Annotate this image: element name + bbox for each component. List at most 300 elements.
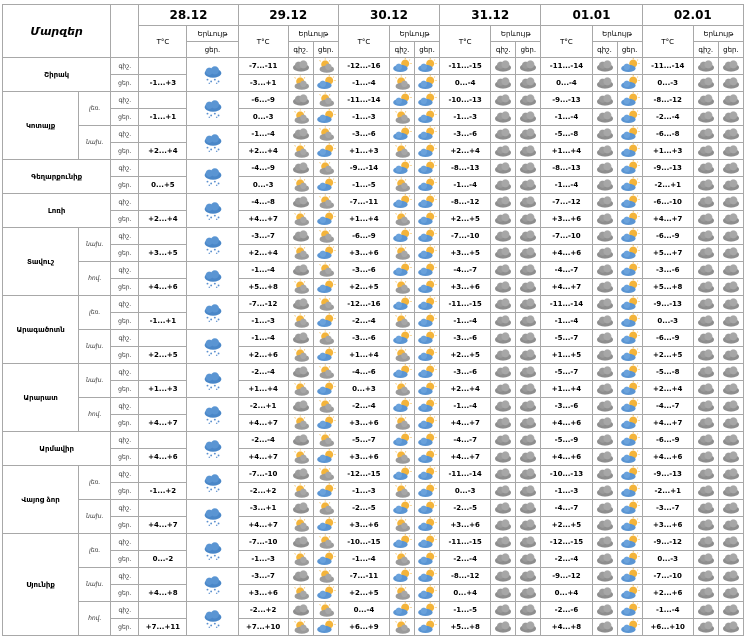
temp-value: +4...+6 — [642, 449, 693, 466]
cloud-icon — [718, 194, 743, 211]
temp-value: -11...-14 — [541, 58, 592, 75]
cloud-icon — [718, 432, 743, 449]
temp-value: -5...-7 — [541, 330, 592, 347]
snow-cloud-icon — [187, 194, 238, 228]
cloud-icon — [288, 262, 313, 279]
cloud-icon — [592, 194, 617, 211]
psun-icon — [313, 211, 338, 228]
psun-icon — [313, 585, 338, 602]
cloud-icon — [718, 381, 743, 398]
region-name: Կոտայք — [3, 92, 79, 160]
cloud-icon — [491, 160, 516, 177]
temp-value: +7...+10 — [238, 619, 288, 636]
csun-icon — [313, 126, 338, 143]
sub-area: նախ. — [79, 500, 111, 534]
csun-icon — [313, 296, 338, 313]
temp-value: -3...-6 — [338, 262, 389, 279]
psun-icon — [415, 126, 440, 143]
temp-value: +4...+8 — [541, 619, 592, 636]
temp-value: -3...-7 — [238, 228, 288, 245]
temp-value: +3...+6 — [338, 517, 389, 534]
temp-value: +4...+8 — [139, 585, 187, 602]
cloud-icon — [592, 245, 617, 262]
temp-value: -6...-9 — [338, 228, 389, 245]
cloud-icon — [491, 245, 516, 262]
cloud-icon — [516, 500, 541, 517]
cloud-icon — [491, 517, 516, 534]
temp-value: 0...-4 — [338, 602, 389, 619]
temp-value: 0...+4 — [440, 585, 491, 602]
temp-value: -4...-7 — [541, 500, 592, 517]
cloud-icon — [288, 194, 313, 211]
csun-icon — [288, 109, 313, 126]
psun-icon — [617, 177, 642, 194]
cloud-icon — [592, 228, 617, 245]
psun-icon — [313, 143, 338, 160]
psun-icon — [389, 432, 414, 449]
cloud-icon — [592, 211, 617, 228]
psun-icon — [313, 75, 338, 92]
cloud-icon — [693, 262, 718, 279]
temp-value: -10...-15 — [338, 534, 389, 551]
cloud-icon — [718, 109, 743, 126]
region-name: Սյունիք — [3, 534, 79, 636]
csun-icon — [389, 143, 414, 160]
cloud-icon — [592, 398, 617, 415]
night-label: գիշ. — [111, 568, 139, 585]
cloud-icon — [718, 330, 743, 347]
temp-value: -3...-7 — [238, 568, 288, 585]
psun-icon — [313, 347, 338, 364]
psun-icon — [415, 143, 440, 160]
cloud-icon — [516, 160, 541, 177]
csun-icon — [288, 551, 313, 568]
csun-icon — [288, 415, 313, 432]
temp-value: 0...-4 — [440, 75, 491, 92]
sub-area: հով. — [79, 262, 111, 296]
region-name: Լոռի — [3, 194, 111, 228]
cloud-icon — [693, 143, 718, 160]
cloud-icon — [718, 500, 743, 517]
cloud-icon — [718, 228, 743, 245]
table-row — [3, 262, 744, 279]
cloud-icon — [516, 262, 541, 279]
cloud-icon — [516, 58, 541, 75]
cloud-icon — [516, 313, 541, 330]
temp-value: -2...-4 — [642, 109, 693, 126]
table-row — [3, 517, 744, 534]
psun-icon — [415, 568, 440, 585]
cloud-icon — [516, 551, 541, 568]
night-sub-header-2: գիշ. — [389, 42, 414, 58]
cloud-icon — [516, 619, 541, 636]
cloud-icon — [288, 534, 313, 551]
psun-icon — [415, 364, 440, 381]
temp-value: +4...+7 — [238, 211, 288, 228]
cloud-icon — [693, 75, 718, 92]
psun-icon — [415, 75, 440, 92]
csun-icon — [389, 381, 414, 398]
temp-value: -6...-9 — [642, 432, 693, 449]
cloud-icon — [491, 415, 516, 432]
psun-icon — [415, 449, 440, 466]
night-label: գիշ. — [111, 126, 139, 143]
region-name: Գեղարքունիք — [3, 160, 111, 194]
psun-icon — [617, 534, 642, 551]
temp-value — [139, 58, 187, 75]
temp-value: -9...-13 — [541, 92, 592, 109]
temp-value: -7...-10 — [238, 534, 288, 551]
temp-value — [139, 398, 187, 415]
psun-icon — [617, 619, 642, 636]
cloud-icon — [288, 364, 313, 381]
csun-icon — [313, 398, 338, 415]
temp-value: +6...+9 — [338, 619, 389, 636]
temp-value: +2...+4 — [139, 143, 187, 160]
cloud-icon — [718, 551, 743, 568]
psun-icon — [389, 92, 414, 109]
psun-icon — [313, 415, 338, 432]
night-sub-header-4: գիշ. — [592, 42, 617, 58]
table-row — [3, 75, 744, 92]
psun-icon — [617, 228, 642, 245]
night-label: գիշ. — [111, 602, 139, 619]
table-row — [3, 585, 744, 602]
cloud-icon — [693, 568, 718, 585]
night-label: գիշ. — [111, 466, 139, 483]
cloud-icon — [718, 415, 743, 432]
temp-value: -1...-4 — [440, 177, 491, 194]
snow-cloud-icon — [187, 228, 238, 262]
psun-icon — [617, 211, 642, 228]
table-row — [3, 500, 744, 517]
psun-icon — [617, 194, 642, 211]
cloud-icon — [491, 534, 516, 551]
psun-icon — [617, 126, 642, 143]
temp-value: +2...+5 — [440, 347, 491, 364]
cloud-icon — [693, 432, 718, 449]
psun-icon — [415, 58, 440, 75]
temp-value: -3...-7 — [642, 500, 693, 517]
temp-value: +2...+5 — [541, 517, 592, 534]
temp-value: +5...+8 — [440, 619, 491, 636]
temp-value: -4...-7 — [642, 398, 693, 415]
date-header-2: 30.12 — [338, 5, 439, 26]
temp-value: +1...+5 — [541, 347, 592, 364]
cloud-icon — [592, 75, 617, 92]
temp-value: -1...-4 — [541, 177, 592, 194]
csun-icon — [389, 313, 414, 330]
night-label: գիշ. — [111, 432, 139, 449]
csun-icon — [313, 568, 338, 585]
csun-icon — [389, 517, 414, 534]
psun-icon — [415, 279, 440, 296]
temp-value: -8...-12 — [642, 92, 693, 109]
temp-value: -1...-3 — [238, 313, 288, 330]
table-row — [3, 228, 744, 245]
temp-value: +3...+5 — [440, 245, 491, 262]
temp-value: -2...+2 — [238, 602, 288, 619]
cloud-icon — [592, 483, 617, 500]
temp-value: -2...+2 — [238, 483, 288, 500]
table-row — [3, 415, 744, 432]
region-name: Արմավիր — [3, 432, 111, 466]
cloud-icon — [491, 347, 516, 364]
psun-icon — [617, 313, 642, 330]
temp-value — [139, 296, 187, 313]
temp-value: -12...-16 — [338, 58, 389, 75]
temp-value: -7...-12 — [238, 296, 288, 313]
cloud-icon — [592, 602, 617, 619]
cloud-icon — [491, 398, 516, 415]
csun-icon — [288, 585, 313, 602]
cloud-icon — [693, 381, 718, 398]
night-label: գիշ. — [111, 92, 139, 109]
phen-header-2: Երևույթ — [389, 26, 439, 42]
temp-value: -6...-9 — [642, 330, 693, 347]
cloud-icon — [718, 568, 743, 585]
psun-icon — [617, 143, 642, 160]
temp-value — [139, 568, 187, 585]
csun-icon — [313, 534, 338, 551]
cloud-icon — [516, 585, 541, 602]
cloud-icon — [718, 585, 743, 602]
temp-value: -8...-13 — [440, 160, 491, 177]
table-row — [3, 177, 744, 194]
day-label: ցեր. — [111, 585, 139, 602]
cloud-icon — [718, 262, 743, 279]
cloud-icon — [491, 228, 516, 245]
psun-icon — [617, 92, 642, 109]
temp-value — [139, 126, 187, 143]
psun-icon — [415, 296, 440, 313]
day-label: ցեր. — [111, 109, 139, 126]
psun-icon — [415, 466, 440, 483]
csun-icon — [288, 449, 313, 466]
temp-value: -1...-3 — [238, 551, 288, 568]
cloud-icon — [693, 466, 718, 483]
psun-icon — [415, 194, 440, 211]
temp-value: -7...-11 — [338, 194, 389, 211]
psun-icon — [617, 58, 642, 75]
cloud-icon — [516, 466, 541, 483]
snow-cloud-icon — [187, 364, 238, 398]
cloud-icon — [491, 449, 516, 466]
temp-value: -2...+1 — [642, 483, 693, 500]
phen-header-3: Երևույթ — [491, 26, 541, 42]
sub-area: նախ. — [79, 126, 111, 160]
snow-cloud-icon — [187, 568, 238, 602]
csun-icon — [288, 313, 313, 330]
snow-cloud-icon — [187, 500, 238, 534]
cloud-icon — [516, 449, 541, 466]
table-row — [3, 619, 744, 636]
cloud-icon — [592, 330, 617, 347]
snow-cloud-icon — [187, 126, 238, 160]
day-label: ցեր. — [111, 449, 139, 466]
date-header-1: 29.12 — [238, 5, 338, 26]
temp-value — [139, 92, 187, 109]
day-sub-header-2: ցեր. — [415, 42, 440, 58]
temp-value: -3...+1 — [238, 75, 288, 92]
cloud-icon — [693, 160, 718, 177]
psun-icon — [617, 160, 642, 177]
night-label: գիշ. — [111, 296, 139, 313]
temp-value — [139, 432, 187, 449]
psun-icon — [313, 619, 338, 636]
forecast-table-wrapper — [2, 4, 744, 636]
cloud-icon — [592, 534, 617, 551]
header-blank — [111, 5, 139, 58]
cloud-icon — [288, 330, 313, 347]
temp-value: +4...+6 — [541, 245, 592, 262]
cloud-icon — [693, 211, 718, 228]
cloud-icon — [693, 313, 718, 330]
night-label: գիշ. — [111, 160, 139, 177]
cloud-icon — [592, 296, 617, 313]
cloud-icon — [516, 211, 541, 228]
temp-value: +1...+4 — [541, 381, 592, 398]
cloud-icon — [718, 534, 743, 551]
region-name: Արագածոտն — [3, 296, 79, 364]
psun-icon — [389, 228, 414, 245]
psun-icon — [389, 262, 414, 279]
cloud-icon — [592, 551, 617, 568]
cloud-icon — [288, 160, 313, 177]
temp-header-1: T°C — [238, 26, 288, 58]
psun-icon — [617, 347, 642, 364]
csun-icon — [313, 500, 338, 517]
cloud-icon — [516, 364, 541, 381]
region-name: Վայոց ձոր — [3, 466, 79, 534]
psun-icon — [415, 500, 440, 517]
temp-value: +3...+5 — [139, 245, 187, 262]
cloud-icon — [288, 432, 313, 449]
psun-icon — [415, 551, 440, 568]
temp-value: -4...-8 — [238, 194, 288, 211]
psun-icon — [617, 398, 642, 415]
cloud-icon — [718, 398, 743, 415]
table-row — [3, 330, 744, 347]
cloud-icon — [516, 194, 541, 211]
cloud-icon — [693, 517, 718, 534]
day-label: ցեր. — [111, 415, 139, 432]
psun-icon — [313, 177, 338, 194]
temp-value: -4...-7 — [440, 432, 491, 449]
temp-value: -1...-3 — [338, 483, 389, 500]
temp-value: +4...+7 — [440, 449, 491, 466]
cloud-icon — [491, 211, 516, 228]
night-sub-header-1: գիշ. — [288, 42, 313, 58]
temp-value: +4...+6 — [139, 279, 187, 296]
temp-header-2: T°C — [338, 26, 389, 58]
temp-value: -9...-14 — [338, 160, 389, 177]
cloud-icon — [592, 347, 617, 364]
temp-value: -11...-14 — [338, 92, 389, 109]
csun-icon — [288, 245, 313, 262]
temp-value: -1...-4 — [440, 398, 491, 415]
day-label: ցեր. — [111, 279, 139, 296]
cloud-icon — [592, 432, 617, 449]
night-label: գիշ. — [111, 534, 139, 551]
temp-value: 0...-3 — [238, 109, 288, 126]
cloud-icon — [592, 262, 617, 279]
temp-value: +1...+4 — [338, 347, 389, 364]
psun-icon — [617, 415, 642, 432]
cloud-icon — [718, 466, 743, 483]
csun-icon — [313, 228, 338, 245]
temp-value: -2...-5 — [440, 500, 491, 517]
csun-icon — [389, 619, 414, 636]
cloud-icon — [693, 296, 718, 313]
temp-value: -3...-6 — [440, 364, 491, 381]
day-label: ցեր. — [111, 177, 139, 194]
sub-area: հով. — [79, 398, 111, 432]
cloud-icon — [516, 296, 541, 313]
temp-value: -7...-10 — [541, 228, 592, 245]
snow-cloud-icon — [187, 296, 238, 330]
temp-header-3: T°C — [440, 26, 491, 58]
cloud-icon — [592, 126, 617, 143]
snow-cloud-icon — [187, 160, 238, 194]
temp-value: -2...-4 — [440, 551, 491, 568]
cloud-icon — [491, 551, 516, 568]
psun-icon — [415, 432, 440, 449]
psun-icon — [617, 483, 642, 500]
psun-icon — [617, 330, 642, 347]
temp-value: -1...-4 — [238, 126, 288, 143]
cloud-icon — [491, 602, 516, 619]
psun-icon — [617, 551, 642, 568]
temp-value: -2...-4 — [238, 432, 288, 449]
cloud-icon — [592, 585, 617, 602]
psun-icon — [415, 330, 440, 347]
temp-value: +2...+5 — [440, 211, 491, 228]
temp-value: 0...+3 — [338, 381, 389, 398]
table-row — [3, 160, 744, 177]
temp-value: +1...+4 — [338, 211, 389, 228]
table-row — [3, 58, 744, 75]
temp-value: -11...-15 — [440, 296, 491, 313]
psun-icon — [389, 466, 414, 483]
temp-value: +3...+6 — [642, 517, 693, 534]
temp-value: +2...+6 — [238, 347, 288, 364]
cloud-icon — [592, 92, 617, 109]
temp-value: -7...-12 — [541, 194, 592, 211]
temp-value: +4...+6 — [541, 415, 592, 432]
psun-icon — [389, 398, 414, 415]
cloud-icon — [516, 143, 541, 160]
sub-area: լեռ. — [79, 534, 111, 568]
temp-value: +2...+4 — [238, 245, 288, 262]
temp-value: -2...-4 — [238, 364, 288, 381]
night-sub-header-3: գիշ. — [491, 42, 516, 58]
temp-value: -1...-3 — [338, 109, 389, 126]
date-header-0: 28.12 — [139, 5, 238, 26]
temp-value: -11...-14 — [440, 466, 491, 483]
temp-value: +2...+4 — [139, 211, 187, 228]
cloud-icon — [592, 143, 617, 160]
temp-value: -1...-4 — [238, 262, 288, 279]
temp-value — [139, 534, 187, 551]
psun-icon — [617, 296, 642, 313]
cloud-icon — [516, 109, 541, 126]
cloud-icon — [516, 126, 541, 143]
temp-value: -9...-13 — [642, 160, 693, 177]
temp-value: -8...-13 — [541, 160, 592, 177]
temp-header-4: T°C — [541, 26, 592, 58]
temp-value: -5...-9 — [541, 432, 592, 449]
